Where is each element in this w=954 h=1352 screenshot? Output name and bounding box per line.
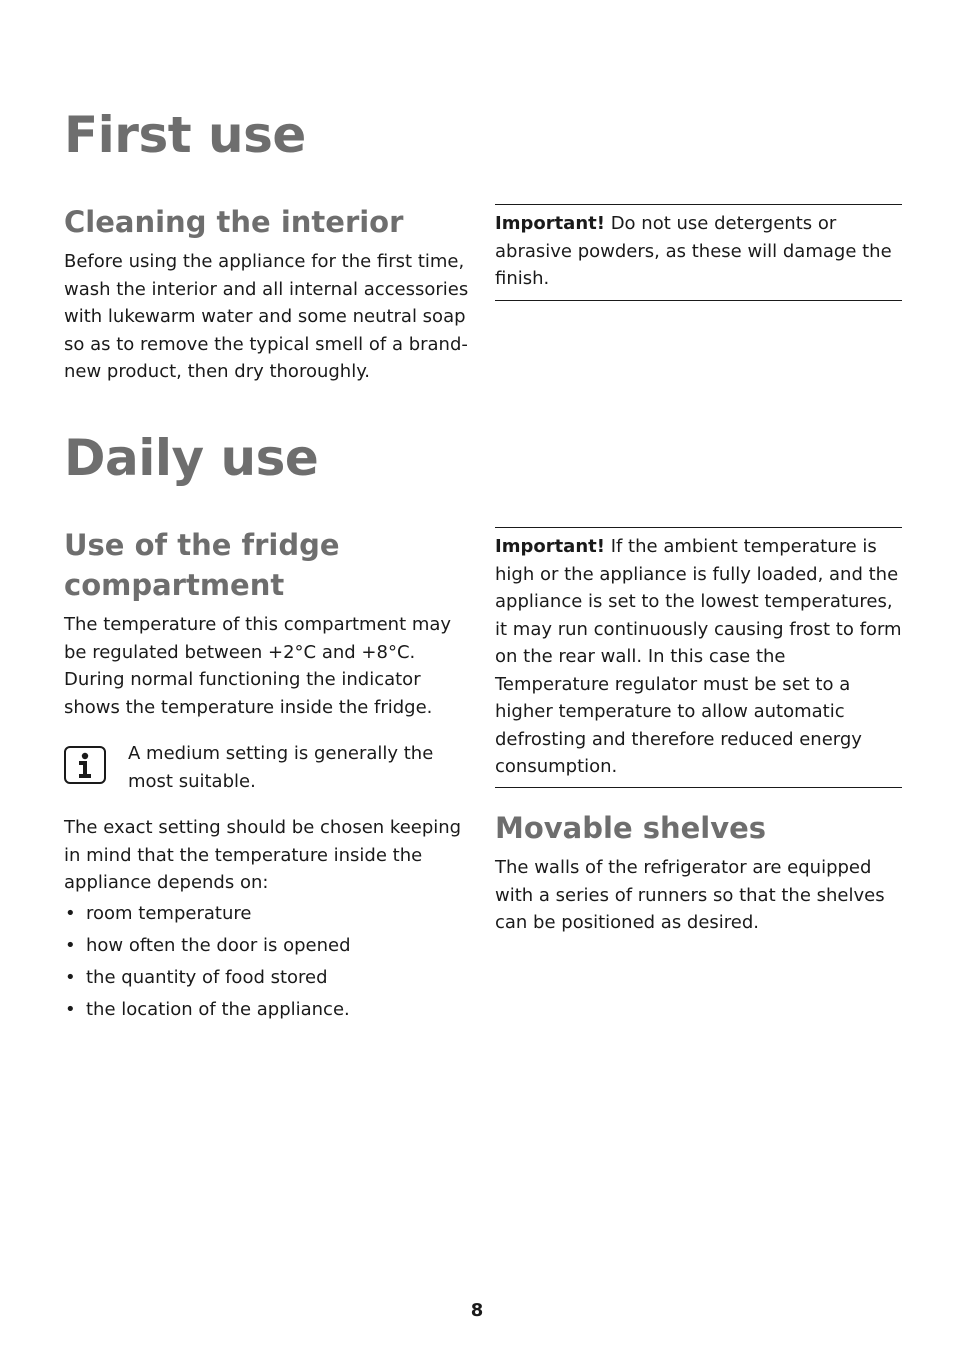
important-daily-top-rule [495,527,902,528]
bullet-icon: • [65,935,76,956]
list-item: • the location of the appliance. [64,994,474,1026]
list-item: • room temperature [64,898,474,930]
bullet-icon: • [65,999,76,1020]
important-label: Important! [495,536,605,557]
important-label: Important! [495,213,605,234]
bullet-icon: • [65,903,76,924]
list-item: • how often the door is opened [64,930,474,962]
fridge-heading: Use of the fridge compartment [64,528,340,602]
important-note-daily-use [495,533,902,781]
info-icon [64,746,106,784]
list-item: • the quantity of food stored [64,962,474,994]
important-top-rule [495,204,902,205]
important-daily-bottom-rule [495,787,902,788]
shelves-text: The walls of the refrigerator are equipped with a series of runners so that the shelves can be positioned as desired. [495,857,885,933]
important-note-first-use [495,210,902,293]
setting-text: The exact setting should be chosen keeping in mind that the temperature inside the appliance depends on: [64,817,462,893]
first-use-title: First use [64,106,306,164]
cleaning-text: Before using the appliance for the first time, wash the interior and all internal accessories with lukewarm water and some neutral soap so as to remove the typical smell of a brand-new product, then dry thoroughly. [64,251,469,382]
important-text: Do not use detergents or abrasive powders, as these will damage the finish. [495,213,892,289]
important-text: If the ambient temperature is high or the appliance is fully loaded, and the appliance is set to the lowest temperatures, it may run continuously causing frost to form on the rear wall. In this case the Temperature regulator must be set to a higher temperature to allow automatic defrosting and therefore reduced energy consumption. [495,536,902,777]
cleaning-heading: Cleaning the interior [64,205,404,239]
shelves-heading: Movable shelves [495,811,767,845]
factors-list [64,898,474,1026]
fridge-text: The temperature of this compartment may be regulated between +2°C and +8°C. During normal functioning the indicator shows the temperature inside the fridge. [64,614,452,718]
important-bottom-rule [495,300,902,301]
daily-use-title: Daily use [64,429,319,487]
bullet-icon: • [65,967,76,988]
info-note: A medium setting is generally the most suitable. [128,743,434,792]
page-number: 8 [470,1300,484,1321]
